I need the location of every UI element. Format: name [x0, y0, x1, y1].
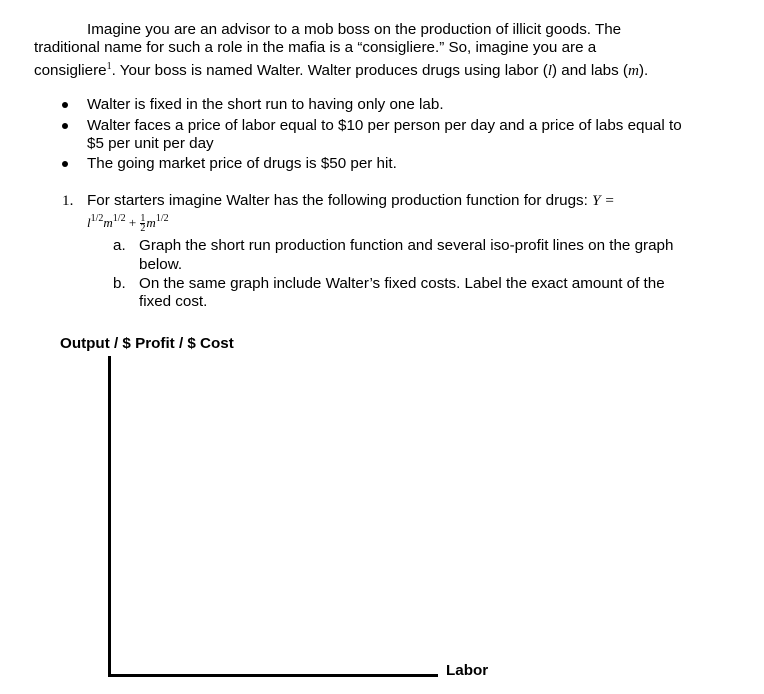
labor-symbol: l [547, 62, 552, 79]
formula-plus: + [125, 215, 140, 230]
formula-fraction [140, 214, 145, 233]
bullet-market-price: The going market price of drugs is $50 per hit. [87, 155, 397, 172]
graph-x-axis [108, 674, 438, 677]
graph-y-axis-label: Output / $ Profit / $ Cost [60, 335, 234, 352]
intro-text: ) and labs ( [552, 62, 628, 79]
subquestion-a-label: a. [113, 237, 126, 254]
intro-text: consigliere [34, 62, 107, 79]
intro-text: . Your boss is named Walter. Walter produces drugs using labor ( [111, 62, 548, 79]
question-number: 1. [62, 192, 74, 209]
question-line-1 [87, 192, 615, 210]
formula-exponent: 1/2 [112, 213, 126, 224]
intro-line-2: traditional name for such a role in the mafia is a “consigliere.” So, imagine you are a [34, 39, 597, 56]
formula-labs: m [146, 215, 156, 230]
bullet-dot [62, 161, 68, 167]
subquestion-b-label: b. [113, 275, 126, 292]
formula-exponent: 1/2 [155, 213, 169, 224]
bullet-lab-fixed: Walter is fixed in the short run to having only one lab. [87, 96, 444, 113]
production-function [87, 210, 169, 233]
fraction-denominator: 2 [140, 223, 146, 235]
bullet-prices-line-1: Walter faces a price of labor equal to $10 per person per day and a price of labs equal to [87, 117, 682, 134]
intro-line-3 [34, 58, 648, 80]
intro-line-1: Imagine you are an advisor to a mob boss on the production of illicit goods. The [87, 21, 622, 38]
graph-y-axis [108, 356, 111, 677]
bullet-dot [62, 102, 68, 108]
bullet-prices-line-2: $5 per unit per day [87, 135, 214, 152]
output-symbol: Y = [592, 192, 615, 209]
subquestion-a-line-2: below. [139, 256, 183, 273]
formula-labor: l [87, 215, 91, 230]
labs-symbol: m [627, 62, 639, 79]
subquestion-b-line-2: fixed cost. [139, 293, 208, 310]
formula-labs: m [103, 215, 113, 230]
bullet-dot [62, 123, 68, 129]
fraction-numerator: 1 [140, 213, 146, 225]
question-text: For starters imagine Walter has the following production function for drugs: [87, 192, 593, 209]
formula-exponent: 1/2 [90, 213, 104, 224]
subquestion-a-line-1: Graph the short run production function and several iso-profit lines on the graph [139, 237, 674, 254]
intro-text: ). [638, 62, 649, 79]
subquestion-b-line-1: On the same graph include Walter’s fixed costs. Label the exact amount of the [139, 275, 665, 292]
graph-x-axis-label: Labor [446, 662, 489, 679]
footnote-marker: 1 [106, 61, 112, 72]
